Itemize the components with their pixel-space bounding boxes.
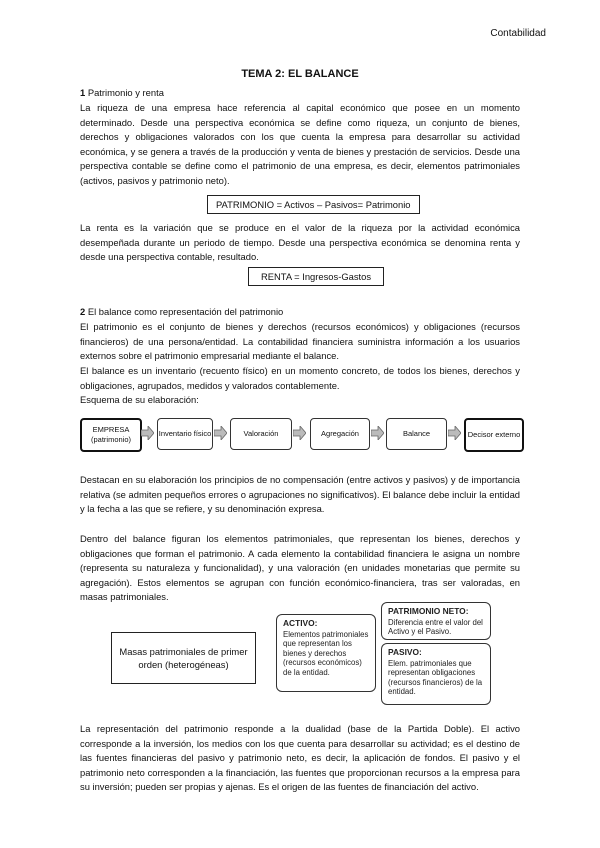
patrimonio-neto-title: PATRIMONIO NETO: (388, 606, 469, 616)
page-title: TEMA 2: EL BALANCE (241, 68, 359, 80)
section-2-paragraph-2: El balance es un inventario (recuento físico) en un momento concreto, de todos los bienes, derechos y obligaciones, agrupados, medidos y valorados contablemente. (80, 365, 520, 391)
flow-step-balance: Balance (386, 418, 447, 450)
flow-step-inventario: Inventario físico (157, 418, 213, 450)
section-2-paragraph-4: Destacan en su elaboración los principios de no compensación (entre activos y pasivos) y de importancia relativa (se admiten pequeños errores o agrupaciones no significativos). El balance debe incluir la entidad y la fecha a las que se refiere, y su denominación expresa. (80, 474, 520, 515)
section-2-title: El balance como representación del patrimonio (87, 306, 284, 317)
flow-step-empresa: EMPRESA (patrimonio) (80, 418, 142, 452)
flow-step-agregacion: Agregación (310, 418, 370, 450)
section-2-paragraph-1: El patrimonio es el conjunto de bienes y derechos (recursos económicos) y obligaciones (recursos financieros) de una persona/entidad. La contabilidad financiera suministra información a los usuarios externos sobre el patrimonio empresarial mediante el balance. (80, 321, 520, 362)
patrimonio-neto-text: Diferencia entre el valor del Activo y el Pasivo. (388, 617, 483, 636)
activo-box (276, 614, 376, 692)
section-1-paragraph-1: La riqueza de una empresa hace referencia al capital económico que posee en un momento determinado. Desde una perspectiva económica se define como riqueza, un conjunto de bienes, derechos y obligaciones valorados con los que cuenta la empresa para desarrollar su actividad económica, y se genera a través de la producción y venta de bienes y prestación de servicios. Desde una perspectiva contable se define como el patrimonio de una empresa, es decir, elementos patrimoniales (activos, pasivos y patrimonio neto). (80, 102, 520, 186)
masas-patrimoniales-box (111, 632, 256, 684)
section-1-title: Patrimonio y renta (87, 87, 164, 98)
patrimonio-formula: PATRIMONIO = Activos – Pasivos= Patrimonio (207, 195, 420, 214)
page-header-subject: Contabilidad (490, 28, 546, 39)
activo-title: ACTIVO: (283, 618, 318, 628)
flow-arrow-icon (141, 426, 154, 440)
balance-elaboration-flow (80, 418, 520, 452)
masas-patrimoniales-label: Masas patrimoniales de primer orden (heterogéneas) (119, 646, 248, 670)
renta-formula: RENTA = Ingresos-Gastos (248, 267, 384, 286)
section-1-heading (80, 87, 164, 98)
section-2-heading (80, 306, 283, 317)
pasivo-text: Elem. patrimoniales que representan obligaciones (recursos financieros) de la entidad. (388, 658, 483, 696)
patrimonio-neto-box (381, 602, 491, 640)
flow-arrow-icon (214, 426, 227, 440)
section-2-number: 2 (80, 306, 86, 317)
section-2-schema-label: Esquema de su elaboración: (80, 394, 199, 405)
flow-step-decisor: Decisor externo (464, 418, 524, 452)
flow-step-valoracion: Valoración (230, 418, 292, 450)
pasivo-box (381, 643, 491, 705)
section-2-paragraph-5: Dentro del balance figuran los elementos patrimoniales, que representan los bienes, derechos y obligaciones que forman el patrimonio. A cada elemento la contabilidad financiera le asigna un nombre (representa su naturaleza y funcionalidad), y una valoración (en unidades monetarias que permite su agregación). Estos elementos se agrupan con función económico-financiera, tras ser valoradas, en masas patrimoniales. (80, 533, 520, 603)
pasivo-title: PASIVO: (388, 647, 422, 657)
section-2-paragraph-6: La representación del patrimonio responde a la dualidad (base de la Partida Doble). El activo corresponde a la inversión, los medios con los que cuenta para desarrollar su actividad; es el destino de las fuentes financieras del pasivo y patrimonio neto, es decir, la aplicación de fondos. El pasivo y el patrimonio neto corresponden a la financiación, las fuentes que proporcionan recursos a la empresa para su inversión; pueden ser propias y ajenas. Es el origen de las fuentes de financiación del activo. (80, 723, 520, 793)
flow-arrow-icon (371, 426, 384, 440)
section-1-number: 1 (80, 87, 86, 98)
section-1-paragraph-2: La renta es la variación que se produce en el valor de la riqueza por la actividad económica desempeñada durante un periodo de tiempo. Desde una perspectiva económica se denomina renta y desde una perspectiva contable, resultado. (80, 222, 520, 263)
flow-arrow-icon (448, 426, 461, 440)
flow-arrow-icon (293, 426, 306, 440)
activo-text: Elementos patrimoniales que representan los bienes y derechos (recursos económicos) de la entidad. (283, 629, 369, 677)
